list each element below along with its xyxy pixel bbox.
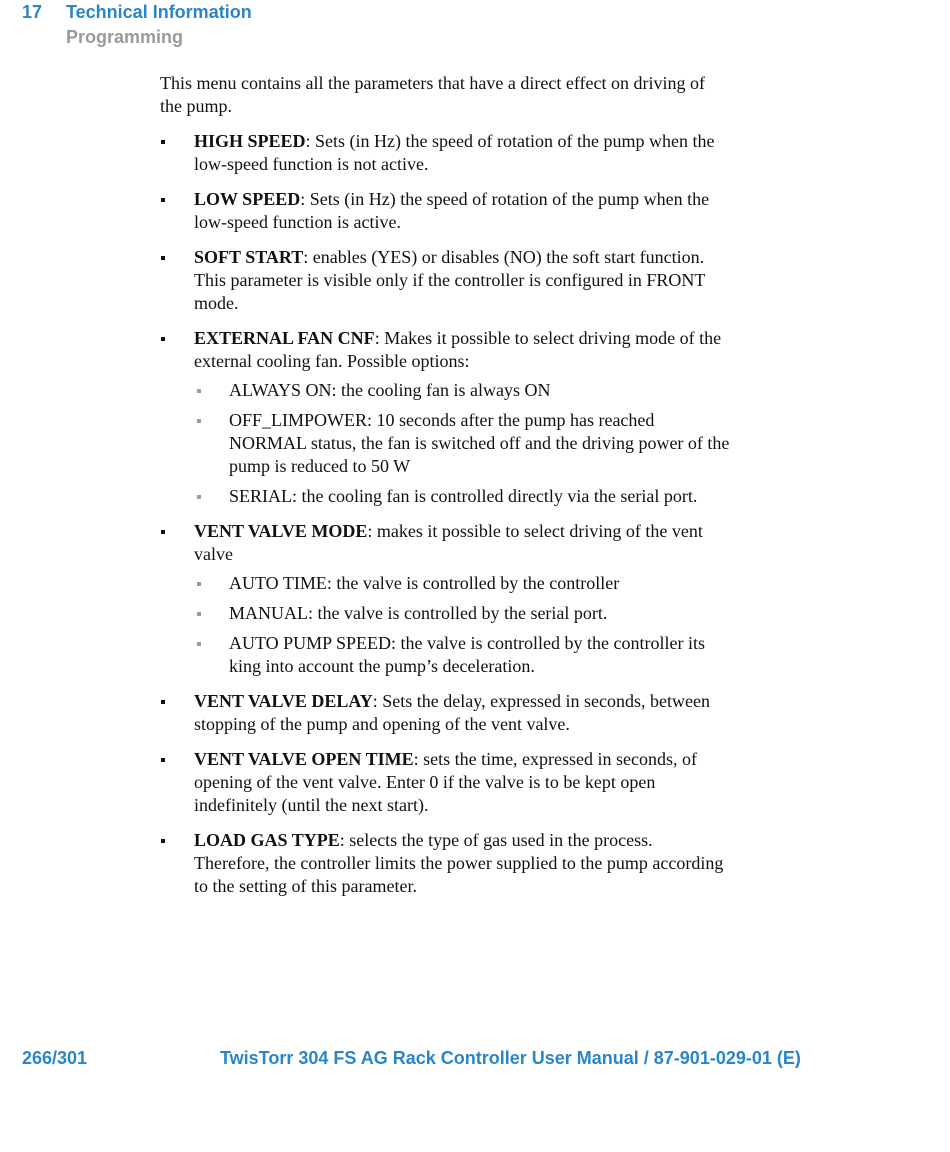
param-desc: : selects the type of gas used in the process. Therefore, the controller limits the power supplied to the pump according to the setting of this parameter. xyxy=(194,830,724,896)
param-vent-valve-delay xyxy=(160,690,730,736)
chapter-title: Technical Information xyxy=(66,2,252,22)
param-high-speed xyxy=(160,130,730,176)
chapter-number: 17 xyxy=(22,2,43,22)
param-term: VENT VALVE MODE xyxy=(194,521,368,541)
option-item: SERIAL: the cooling fan is controlled directly via the serial port. xyxy=(194,485,730,508)
param-term: EXTERNAL FAN CNF xyxy=(194,328,375,348)
param-desc: : makes it possible to select driving of the vent valve xyxy=(194,521,703,564)
vent-mode-option-list xyxy=(194,572,730,678)
param-desc: : enables (YES) or disables (NO) the soft start function. This parameter is visible only if the controller is configured in FRONT mode. xyxy=(194,247,706,313)
manual-title: TwisTorr 304 FS AG Rack Controller User Manual / 87-901-029-01 (E) xyxy=(220,1048,801,1068)
page-body xyxy=(160,72,730,910)
param-term: LOW SPEED xyxy=(194,189,301,209)
param-desc: : Sets the delay, expressed in seconds, between stopping of the pump and opening of the vent valve. xyxy=(194,691,711,734)
option-item: OFF_LIMPOWER: 10 seconds after the pump has reached NORMAL status, the fan is switched off and the driving power of the pump is reduced to 50 W xyxy=(194,409,730,478)
param-term: VENT VALVE OPEN TIME xyxy=(194,749,414,769)
parameter-list xyxy=(160,130,730,898)
param-desc: : sets the time, expressed in seconds, of opening of the vent valve. Enter 0 if the valve is to be kept open indefinitely (until the next start). xyxy=(194,749,698,815)
param-term: HIGH SPEED xyxy=(194,131,306,151)
page-number: 266/301 xyxy=(22,1048,88,1068)
param-term: SOFT START xyxy=(194,247,304,267)
option-item: ALWAYS ON: the cooling fan is always ON xyxy=(194,379,730,402)
param-term: VENT VALVE DELAY xyxy=(194,691,373,711)
fan-option-list xyxy=(194,379,730,508)
param-low-speed xyxy=(160,188,730,234)
param-term: LOAD GAS TYPE xyxy=(194,830,340,850)
param-desc: : Sets (in Hz) the speed of rotation of the pump when the low-speed function is active. xyxy=(194,189,710,232)
param-external-fan-cnf xyxy=(160,327,730,508)
param-desc: : Sets (in Hz) the speed of rotation of the pump when the low-speed function is not active. xyxy=(194,131,715,174)
option-item: AUTO TIME: the valve is controlled by the controller xyxy=(194,572,730,595)
param-load-gas-type xyxy=(160,829,730,898)
param-vent-valve-mode xyxy=(160,520,730,678)
param-desc: : Makes it possible to select driving mode of the external cooling fan. Possible options: xyxy=(194,328,722,371)
section-title: Programming xyxy=(66,27,184,47)
intro-paragraph: This menu contains all the parameters that have a direct effect on driving of the pump. xyxy=(160,73,705,116)
option-item: AUTO PUMP SPEED: the valve is controlled by the controller its king into account the pump’s deceleration. xyxy=(194,632,730,678)
option-item: MANUAL: the valve is controlled by the serial port. xyxy=(194,602,730,625)
param-vent-valve-open-time xyxy=(160,748,730,817)
param-soft-start xyxy=(160,246,730,315)
